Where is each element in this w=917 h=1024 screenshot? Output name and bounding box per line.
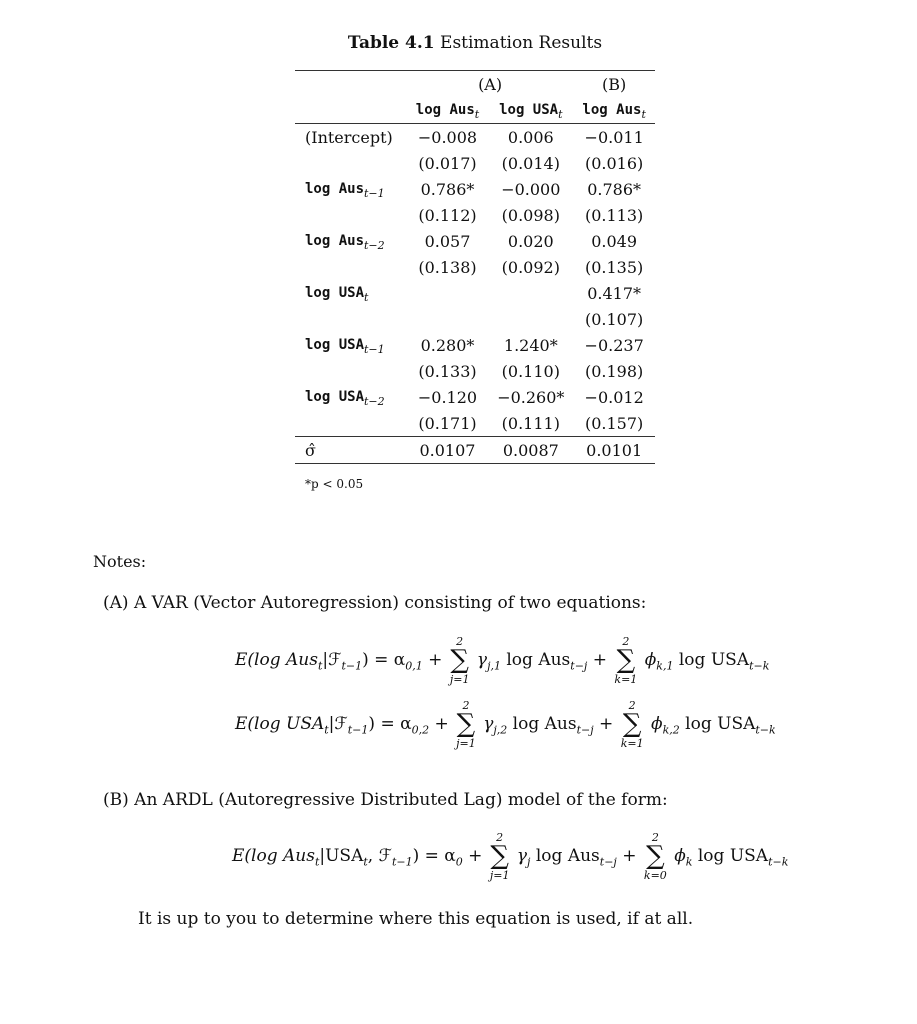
caption-title: Estimation Results [440, 33, 603, 53]
coef-cell: −0.012 [584, 387, 644, 407]
equation-1: E(log Aus$_t$|ℱ$_{t-1}$) = $\alpha_{0,1}$ + 2 ∑ j=1 $\gamma_{j,1}$ log Aus$_{t-j}$ + 2 ∑ k=1 $\phi_{k,1}$ $\log USA_{t-k}$ [235, 635, 770, 687]
row-label: log Aus$_{t-1}$ [305, 180, 385, 201]
table-row [295, 228, 655, 254]
sigma-label: σ̂ [295, 437, 407, 464]
sum-symbol: 2 ∑ j=1 [456, 699, 476, 751]
coef-cell: 0.786* [420, 179, 475, 199]
group-a-header: (A) [407, 71, 574, 98]
se-cell: (0.112) [418, 205, 477, 225]
se-cell: (0.098) [501, 205, 560, 225]
table-row [295, 384, 655, 410]
row-label: $\log USA_{t-2}$ [305, 388, 385, 409]
sigma-cell: 0.0087 [488, 437, 573, 464]
col-header-1: log Aus$_t$ [407, 97, 488, 124]
column-header-row [295, 97, 655, 124]
table-footnote: *p < 0.05 [305, 477, 364, 491]
coef-cell [407, 280, 488, 306]
closing-text: It is up to you to determine where this equation is used, if at all. [138, 909, 694, 929]
row-label: (Intercept) [305, 127, 393, 147]
se-cell: (0.107) [584, 309, 644, 329]
se-cell: (0.198) [584, 361, 644, 381]
se-cell [488, 306, 573, 332]
sum-symbol: 2 ∑ j=1 [489, 831, 510, 883]
group-b-header: (B) [573, 71, 654, 98]
coef-cell: 0.786* [587, 179, 642, 199]
se-row [295, 202, 655, 228]
table-row [295, 124, 655, 151]
se-row [295, 150, 655, 176]
se-cell: (0.092) [501, 257, 560, 277]
coef-cell: 0.020 [507, 231, 554, 251]
caption-label: Table 4.1 [347, 33, 435, 53]
sigma-cell: 0.0101 [573, 437, 654, 464]
se-cell: (0.135) [584, 257, 644, 277]
table-row [295, 176, 655, 202]
equation-2: E(log $USA_t|ℱ_{t-1}) = \alpha_{0,2}$ + 2 ∑ j=1 $\gamma_{j,2}$ log Aus$_{t-j}$ + 2 ∑ k=1 $\phi_{k,2}$ $\log USA_{t-k}$ [235, 699, 776, 751]
coef-cell: −0.008 [417, 127, 478, 147]
note-a-text: (A) A VAR (Vector Autoregression) consisting of two equations: [103, 593, 647, 613]
se-row [295, 254, 655, 280]
se-cell [407, 306, 488, 332]
se-cell: (0.111) [501, 413, 560, 433]
col-header-2: $\log USA_t$ [488, 97, 573, 124]
coef-cell: 0.417* [587, 283, 642, 303]
coef-cell: 1.240* [503, 335, 558, 355]
se-cell: (0.016) [584, 153, 644, 173]
estimation-table [295, 70, 655, 464]
sum-symbol: 2 ∑ k=1 [620, 699, 644, 751]
se-cell: (0.157) [584, 413, 644, 433]
sum-symbol: 2 ∑ k=0 [643, 831, 667, 883]
note-b-text: (B) An ARDL (Autoregressive Distributed Lag) model of the form: [103, 790, 668, 810]
row-label: $\log USA_t$ [305, 284, 369, 305]
se-cell: (0.133) [418, 361, 477, 381]
coef-cell: −0.000 [501, 179, 561, 199]
sigma-cell: 0.0107 [407, 437, 488, 464]
se-cell: (0.113) [584, 205, 644, 225]
se-cell: (0.014) [501, 153, 560, 173]
table-caption [0, 33, 917, 53]
coef-cell: −0.011 [584, 127, 644, 147]
coef-cell: 0.006 [507, 127, 554, 147]
coef-cell: −0.237 [584, 335, 644, 355]
se-cell: (0.138) [418, 257, 477, 277]
coef-cell: −0.260* [497, 387, 565, 407]
sigma-row [295, 437, 655, 464]
row-label: $\log USA_{t-1}$ [305, 336, 385, 357]
row-label: log Aus$_{t-2}$ [305, 232, 385, 253]
equation-3: E(log $Aus_t|USA_t$, ℱ$_{t-1}$) = $\alpha_0$ + 2 ∑ j=1 $\gamma_j$ log Aus$_{t-j}$ + 2 ∑ k=0 $\phi_k$ $\log USA_{t-k}$ [232, 831, 789, 883]
coef-cell: −0.120 [417, 387, 478, 407]
table-row [295, 332, 655, 358]
coef-cell: 0.057 [424, 231, 471, 251]
se-cell: (0.171) [418, 413, 477, 433]
se-row [295, 410, 655, 437]
table-row [295, 280, 655, 306]
sum-symbol: 2 ∑ k=1 [614, 635, 638, 687]
coef-cell: 0.280* [420, 335, 475, 355]
sum-symbol: 2 ∑ j=1 [449, 635, 470, 687]
se-row [295, 358, 655, 384]
col-header-3: log Aus$_t$ [573, 97, 654, 124]
se-cell: (0.110) [501, 361, 560, 381]
coef-cell [488, 280, 573, 306]
group-header-row [295, 71, 655, 98]
notes-title: Notes: [93, 552, 147, 571]
se-cell: (0.017) [418, 153, 477, 173]
se-row [295, 306, 655, 332]
coef-cell: 0.049 [591, 231, 638, 251]
